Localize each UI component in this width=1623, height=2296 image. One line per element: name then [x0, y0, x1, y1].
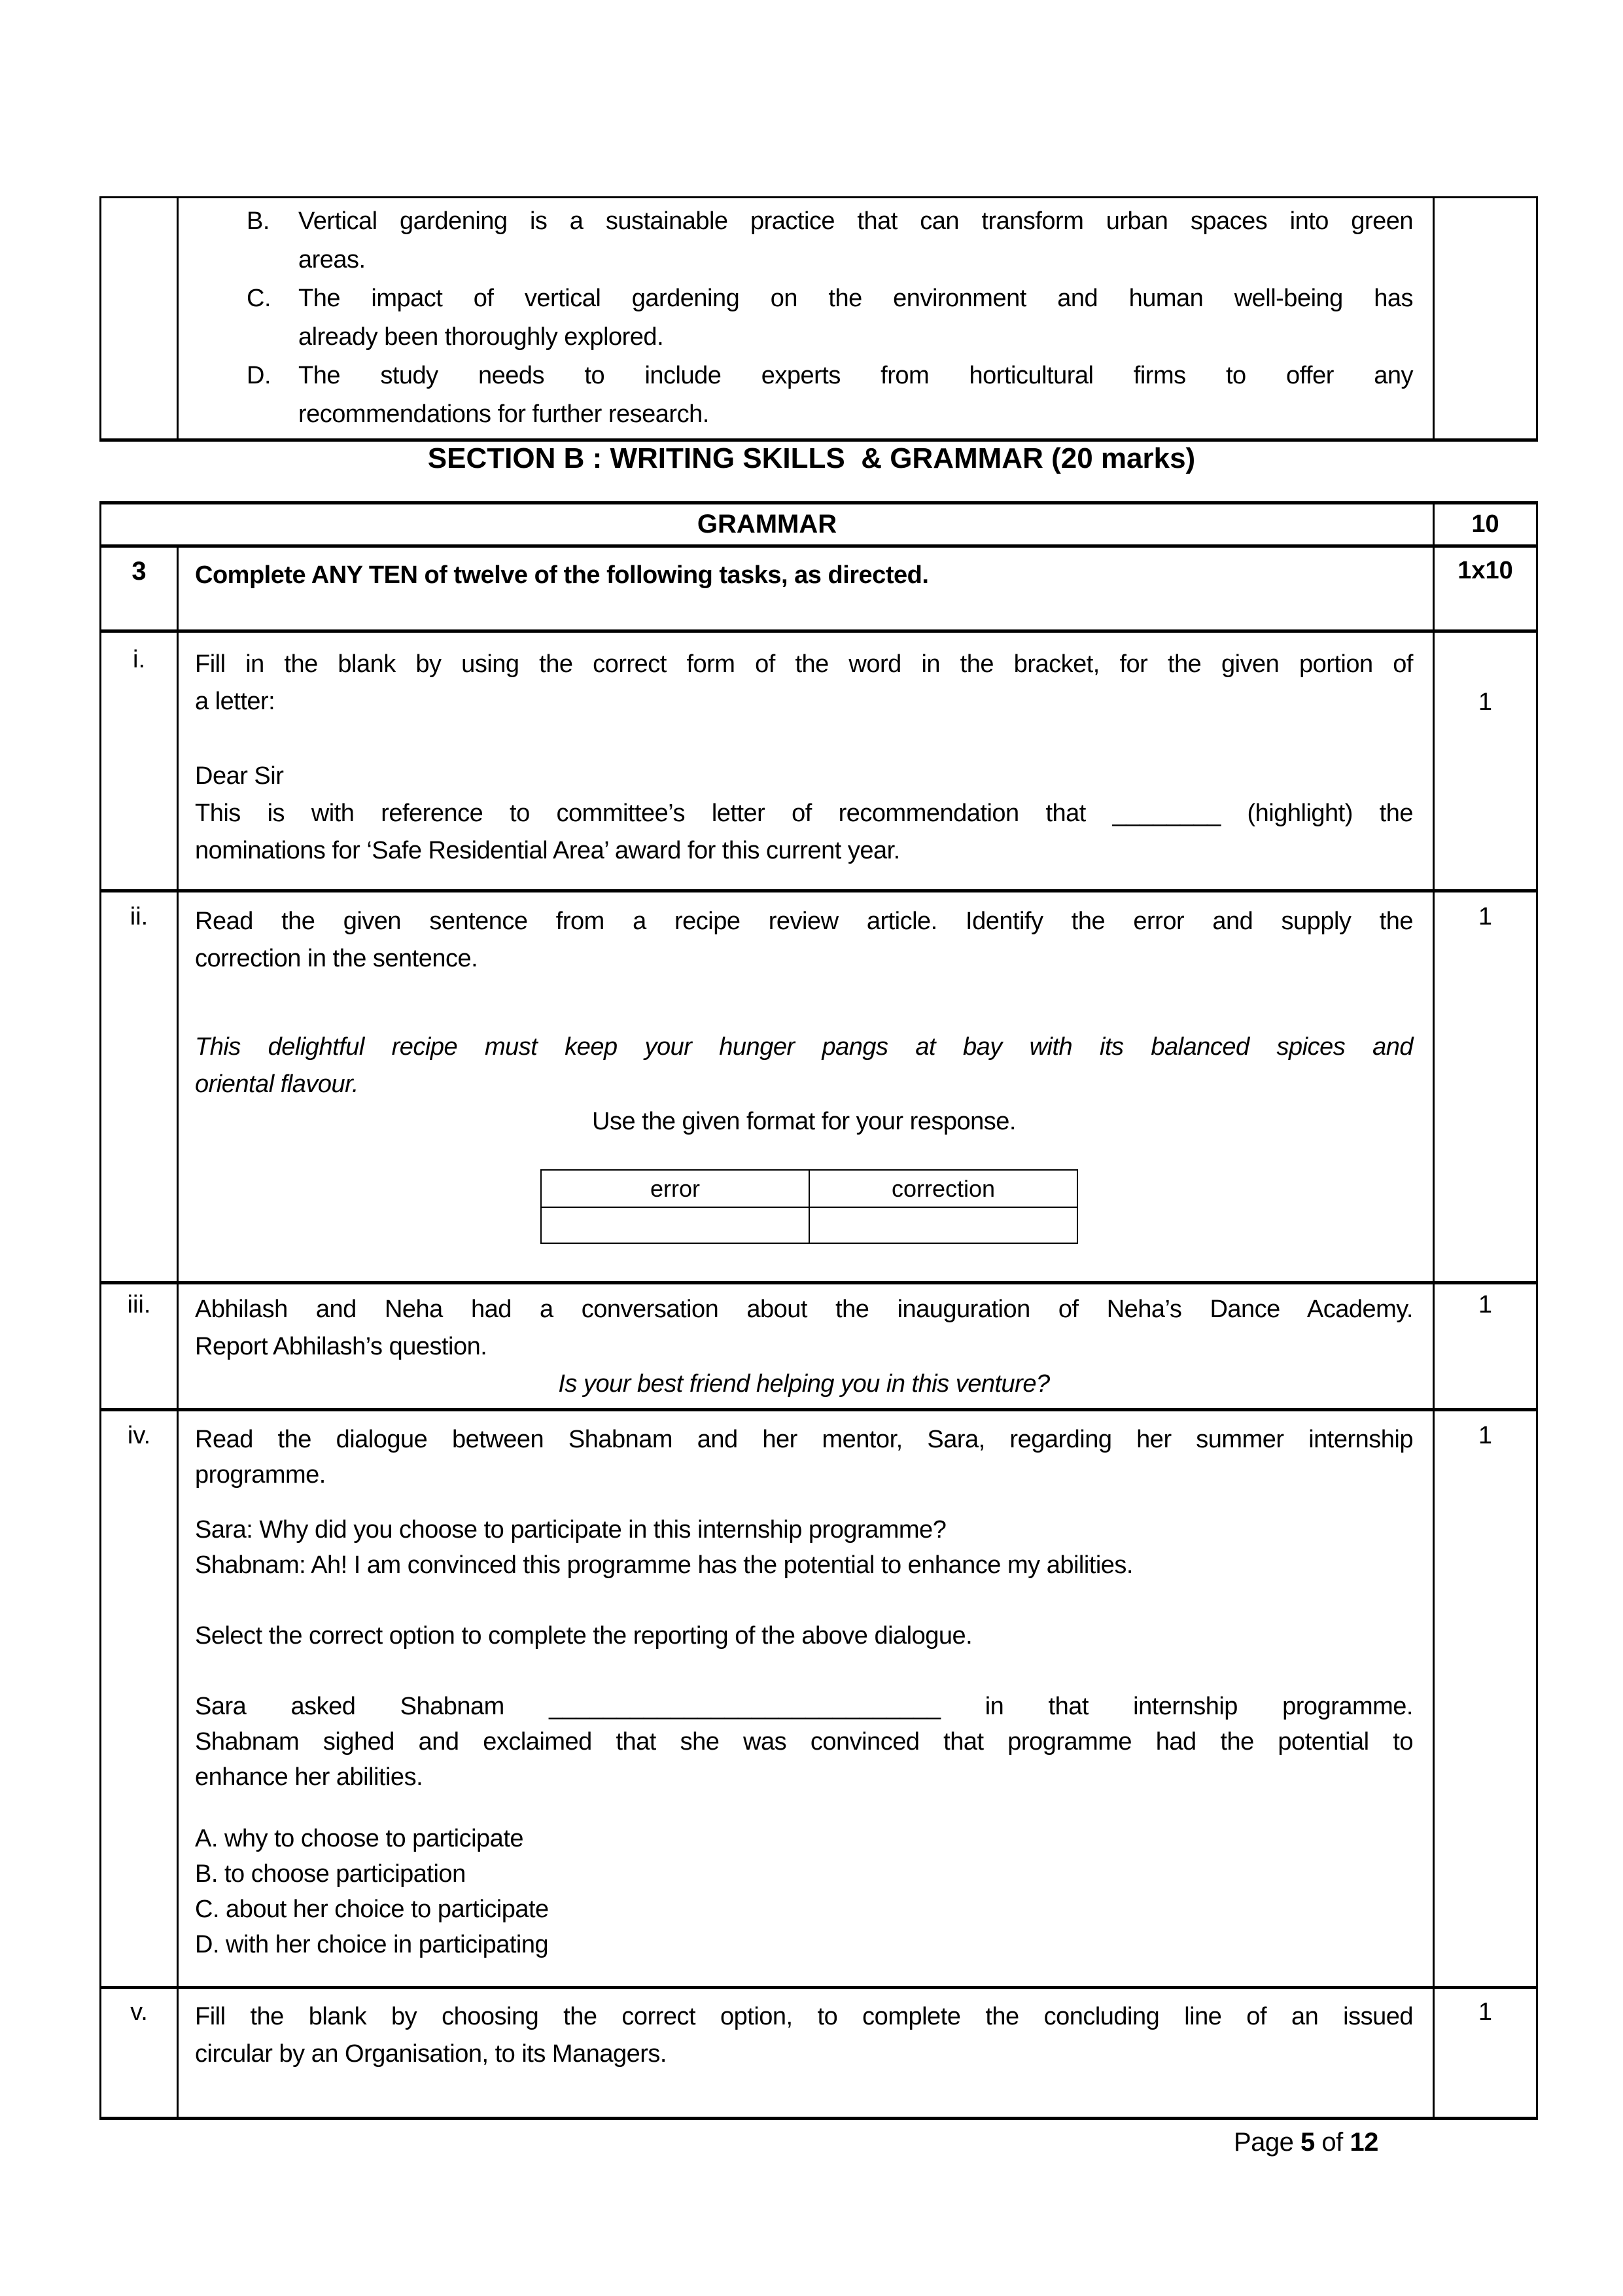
options-cell	[178, 198, 1434, 440]
task-iv-row	[101, 1410, 1537, 1988]
error-blank-cell	[541, 1207, 809, 1243]
spacer	[195, 1492, 1413, 1512]
task-content-cell	[178, 891, 1434, 1283]
task-v-row	[101, 1988, 1537, 2119]
marks-cell	[1434, 198, 1537, 440]
text-line: The study needs to include experts from horticultural firms to offer any	[298, 362, 1413, 389]
marks-cell	[1434, 1410, 1537, 1988]
text-line: oriental flavour.	[195, 1070, 358, 1098]
text-line: Shabnam sighed and exclaimed that she was convinced that programme had the potential to	[195, 1728, 1413, 1756]
option-marker: D.	[247, 362, 271, 389]
text-line: nominations for ‘Safe Residential Area’ award for this current year.	[195, 837, 900, 864]
text-line: Abhilash and Neha had a conversation about the inauguration of Neha’s Dance Academy.	[195, 1296, 1413, 1323]
grammar-table	[99, 501, 1538, 2120]
text-line: Report Abhilash’s question.	[195, 1333, 487, 1360]
option-c	[247, 279, 1433, 357]
footer-page-number: 5	[1300, 2128, 1315, 2157]
correction-blank-cell	[809, 1207, 1077, 1243]
text-line: recommendations for further research.	[298, 400, 709, 428]
text-line: areas.	[298, 246, 366, 274]
question-text-cell	[178, 546, 1434, 631]
marks-cell	[1434, 546, 1537, 631]
table-row	[541, 1207, 1077, 1243]
text-line: The impact of vertical gardening on the environment and human well-being has	[298, 285, 1413, 312]
mcq-option: A. why to choose to participate	[195, 1825, 524, 1852]
grammar-title-marks-cell	[1434, 503, 1537, 546]
option-b	[247, 202, 1433, 279]
section-heading: SECTION B : WRITING SKILLS & GRAMMAR (20 marks)	[427, 442, 1196, 474]
spacer	[195, 978, 1413, 1029]
continuation-table	[99, 196, 1538, 442]
text-line: a letter:	[195, 688, 275, 715]
task-content-cell	[178, 631, 1434, 891]
text-line: Fill the blank by choosing the correct option, to complete the concluding line of an issued	[195, 2003, 1413, 2030]
option-d	[247, 357, 1433, 434]
error-correction-table	[540, 1169, 1078, 1244]
marks-value: 10	[1471, 510, 1499, 538]
text-line: Read the given sentence from a recipe review article. Identify the error and supply the	[195, 908, 1413, 935]
task-content-cell	[178, 1283, 1434, 1410]
task-number-cell	[101, 1988, 178, 2119]
spacer	[195, 1583, 1413, 1618]
text-line: Use the given format for your response.	[592, 1108, 1016, 1135]
task-i-row	[101, 631, 1537, 891]
grammar-header-row	[101, 503, 1537, 546]
mcq-option: D. with her choice in participating	[195, 1931, 549, 1958]
marks-value: 1	[1478, 903, 1493, 930]
text-line: enhance her abilities.	[195, 1763, 423, 1791]
task-number-cell	[101, 1410, 178, 1988]
text-line: This delightful recipe must keep your hunger pangs at bay with its balanced spices and	[195, 1033, 1413, 1061]
question-number-cell	[101, 546, 178, 631]
marks-cell	[1434, 1283, 1537, 1410]
text-line: Sara: Why did you choose to participate in this internship programme?	[195, 1516, 947, 1544]
footer-total-pages: 12	[1350, 2128, 1378, 2157]
grammar-title: GRAMMAR	[697, 510, 837, 539]
mcq-option: C. about her choice to participate	[195, 1896, 549, 1923]
spacer	[195, 1653, 1413, 1689]
option-marker: C.	[247, 285, 271, 312]
mcq-option: B. to choose participation	[195, 1860, 466, 1888]
task-number: ii.	[130, 903, 148, 930]
task-number-cell	[101, 631, 178, 891]
marks-value: 1	[1478, 1998, 1493, 2026]
text-line: Shabnam: Ah! I am convinced this programme has the potential to enhance my abilities.	[195, 1551, 1133, 1579]
footer-middle: of	[1314, 2128, 1350, 2157]
question-number: 3	[131, 557, 147, 586]
task-number-cell	[101, 1283, 178, 1410]
spacer	[195, 1795, 1413, 1821]
task-number-cell	[101, 891, 178, 1283]
text-line: Read the dialogue between Shabnam and her mentor, Sara, regarding her summer internship	[195, 1426, 1413, 1453]
marks-cell	[1434, 891, 1537, 1283]
marks-cell	[1434, 1988, 1537, 2119]
text-line: Sara asked Shabnam _____________________________ in that internship programme.	[195, 1693, 1413, 1720]
text-line: Select the correct option to complete the reporting of the above dialogue.	[195, 1622, 973, 1650]
text-line: programme.	[195, 1461, 326, 1489]
question-number-cell	[101, 198, 178, 440]
marks-cell	[1434, 631, 1537, 891]
error-header-cell	[541, 1170, 809, 1207]
question-3-row	[101, 546, 1537, 631]
text-line: circular by an Organisation, to its Managers.	[195, 2040, 667, 2068]
task-number: v.	[130, 1998, 148, 2026]
footer-prefix: Page	[1234, 2128, 1301, 2157]
text-line: correction in the sentence.	[195, 945, 478, 972]
task-number: i.	[133, 646, 145, 673]
table-row	[541, 1170, 1077, 1207]
marks-value: 1	[1478, 688, 1493, 716]
text-line: Vertical gardening is a sustainable practice that can transform urban spaces into green	[298, 207, 1413, 235]
task-number: iv.	[127, 1422, 151, 1449]
marks-value: 1	[1478, 1291, 1493, 1318]
text-line: Is your best friend helping you in this venture?	[558, 1370, 1050, 1398]
marks-value: 1	[1478, 1422, 1493, 1449]
page-footer	[1234, 2128, 1378, 2157]
spacer	[195, 720, 1413, 758]
task-content-cell	[178, 1410, 1434, 1988]
column-header: error	[650, 1175, 700, 1202]
task-ii-row	[101, 891, 1537, 1283]
text-line: already been thoroughly explored.	[298, 323, 664, 351]
task-iii-row	[101, 1283, 1537, 1410]
text-line: Dear Sir	[195, 762, 284, 790]
grammar-table-wrapper	[99, 501, 1538, 2120]
task-content-cell	[178, 1988, 1434, 2119]
task-number: iii.	[127, 1291, 151, 1318]
question-text: Complete ANY TEN of twelve of the following tasks, as directed.	[195, 561, 929, 589]
table-row	[101, 198, 1537, 440]
text-line: Fill in the blank by using the correct form of the word in the bracket, for the given portion of	[195, 650, 1413, 678]
text-line: This is with reference to committee’s letter of recommendation that ________ (highlight) the	[195, 800, 1413, 827]
continuation-table-wrapper	[99, 196, 1538, 442]
grammar-title-cell	[101, 503, 1434, 546]
option-marker: B.	[247, 207, 270, 235]
column-header: correction	[891, 1175, 996, 1202]
correction-header-cell	[809, 1170, 1077, 1207]
marks-value: 1x10	[1457, 557, 1513, 584]
